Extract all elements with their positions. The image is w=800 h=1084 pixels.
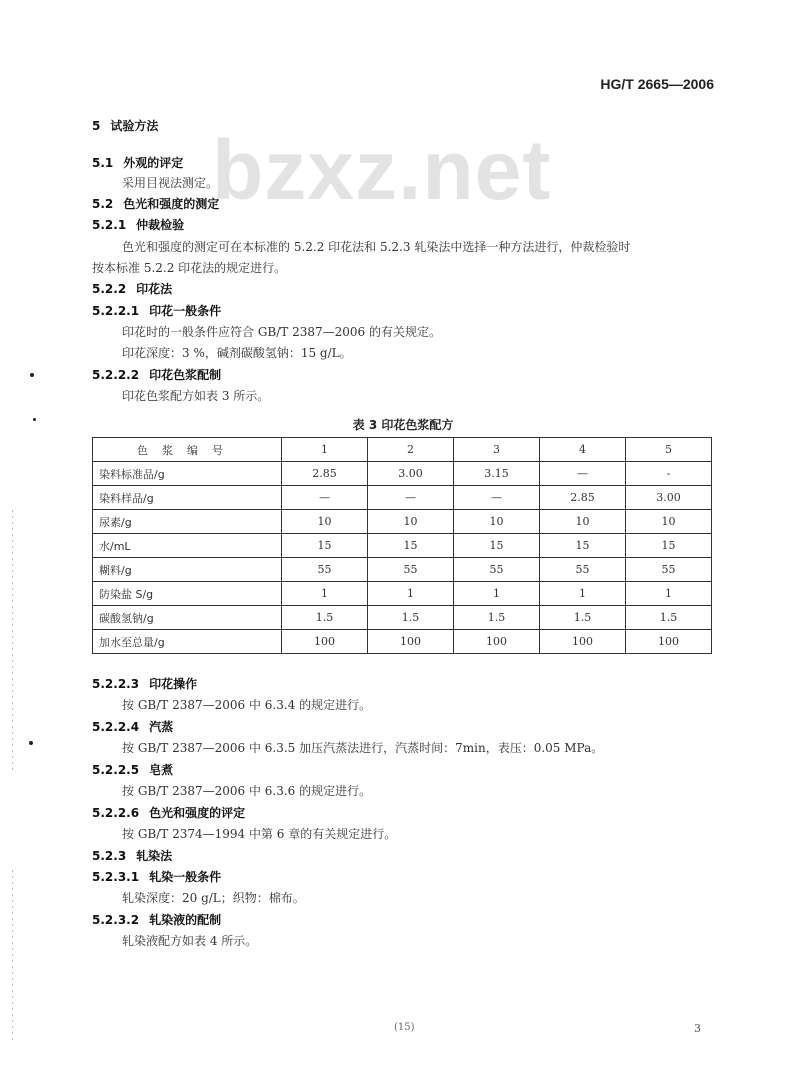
cell: 100 [454,630,540,654]
cell: 2.85 [282,462,368,486]
page-number: 3 [694,1022,701,1035]
paragraph: 按 GB/T 2387—2006 中 6.3.5 加压汽蒸法进行，汽蒸时间：7min，表压：0.05 MPa。 [122,741,604,755]
row-label: 尿素/g [93,510,282,534]
row-label: 加水至总量/g [93,630,282,654]
cell: 100 [368,630,454,654]
cell: 3.00 [368,462,454,486]
header-cell: 色浆编号 [93,438,282,462]
paragraph: 色光和强度的测定可在本标准的 5.2.2 印花法和 5.2.3 轧染法中选择一种方法进行，仲裁检验时 [122,240,631,254]
row-label: 糊料/g [93,558,282,582]
cell: 15 [454,534,540,558]
cell: 1.5 [454,606,540,630]
cell: - [626,462,712,486]
heading-5-2-2-5: 5.2.2.5 皂煮 [92,763,174,777]
cell: 10 [454,510,540,534]
table-header-row [93,438,712,462]
cell: 1.5 [282,606,368,630]
row-label: 水/mL [93,534,282,558]
heading-5: 5 试验方法 [92,119,159,133]
cell: 15 [540,534,626,558]
scan-artifact-margin-marks [12,510,13,770]
heading-5-2: 5.2 色光和强度的测定 [92,197,220,211]
cell: — [540,462,626,486]
cell: 100 [540,630,626,654]
scan-artifact-dot [30,373,34,377]
footer-page-ref: (15) [394,1022,415,1033]
cell: 15 [368,534,454,558]
row-label: 防染盐 S/g [93,582,282,606]
cell: 55 [626,558,712,582]
cell: 1 [626,582,712,606]
table-caption: 表 3 印花色浆配方 [352,418,454,432]
cell: 1.5 [540,606,626,630]
header-cell: 4 [540,438,626,462]
paragraph: 按 GB/T 2387—2006 中 6.3.4 的规定进行。 [122,698,372,712]
paragraph: 轧染液配方如表 4 所示。 [122,934,258,948]
standard-code-header: HG/T 2665—2006 [600,76,714,92]
cell: 55 [282,558,368,582]
paragraph: 轧染深度：20 g/L；织物：棉布。 [122,891,305,905]
cell: 100 [282,630,368,654]
cell: 1.5 [626,606,712,630]
cell: 55 [454,558,540,582]
table-row [93,510,712,534]
paragraph: 按 GB/T 2374—1994 中第 6 章的有关规定进行。 [122,827,397,841]
heading-5-2-3: 5.2.3 轧染法 [92,849,173,863]
cell: 100 [626,630,712,654]
cell: 15 [626,534,712,558]
header-cell: 1 [282,438,368,462]
cell: 1 [540,582,626,606]
row-label: 染料样品/g [93,486,282,510]
cell: — [454,486,540,510]
paragraph: 印花深度：3 %，碱剂碳酸氢钠：15 g/L。 [122,346,352,360]
heading-5-2-3-1: 5.2.3.1 轧染一般条件 [92,870,222,884]
table-row [93,606,712,630]
watermark: bzxz.net [212,123,552,217]
table-row [93,558,712,582]
paragraph: 按 GB/T 2387—2006 中 6.3.6 的规定进行。 [122,784,372,798]
cell: — [368,486,454,510]
row-label: 染料标准品/g [93,462,282,486]
scan-artifact-dot [33,418,36,421]
table-row [93,582,712,606]
cell: — [282,486,368,510]
heading-5-2-2: 5.2.2 印花法 [92,282,173,296]
cell: 2.85 [540,486,626,510]
cell: 1 [368,582,454,606]
cell: 1.5 [368,606,454,630]
paragraph: 采用目视法测定。 [122,176,219,190]
heading-5-2-2-1: 5.2.2.1 印花一般条件 [92,304,222,318]
header-cell: 3 [454,438,540,462]
heading-5-2-2-6: 5.2.2.6 色光和强度的评定 [92,806,246,820]
paragraph: 按本标准 5.2.2 印花法的规定进行。 [92,261,287,275]
heading-5-2-2-4: 5.2.2.4 汽蒸 [92,720,174,734]
cell: 3.15 [454,462,540,486]
header-cell: 5 [626,438,712,462]
cell: 15 [282,534,368,558]
heading-5-2-2-3: 5.2.2.3 印花操作 [92,677,198,691]
cell: 55 [368,558,454,582]
scan-artifact-margin-marks [12,870,13,1040]
heading-5-2-3-2: 5.2.3.2 轧染液的配制 [92,913,222,927]
paragraph: 印花时的一般条件应符合 GB/T 2387—2006 的有关规定。 [122,325,441,339]
paragraph: 印花色浆配方如表 3 所示。 [122,389,270,403]
scan-artifact-dot [29,741,33,745]
table-row [93,462,712,486]
table-row [93,630,712,654]
cell: 55 [540,558,626,582]
table-row [93,534,712,558]
cell: 10 [368,510,454,534]
cell: 10 [282,510,368,534]
heading-5-2-2-2: 5.2.2.2 印花色浆配制 [92,368,222,382]
cell: 1 [282,582,368,606]
table-row [93,486,712,510]
cell: 3.00 [626,486,712,510]
header-cell: 2 [368,438,454,462]
heading-5-1: 5.1 外观的评定 [92,156,184,170]
table-3-printing-paste-recipe [92,437,712,654]
heading-5-2-1: 5.2.1 仲裁检验 [92,218,185,232]
cell: 10 [540,510,626,534]
cell: 1 [454,582,540,606]
cell: 10 [626,510,712,534]
row-label: 碳酸氢钠/g [93,606,282,630]
